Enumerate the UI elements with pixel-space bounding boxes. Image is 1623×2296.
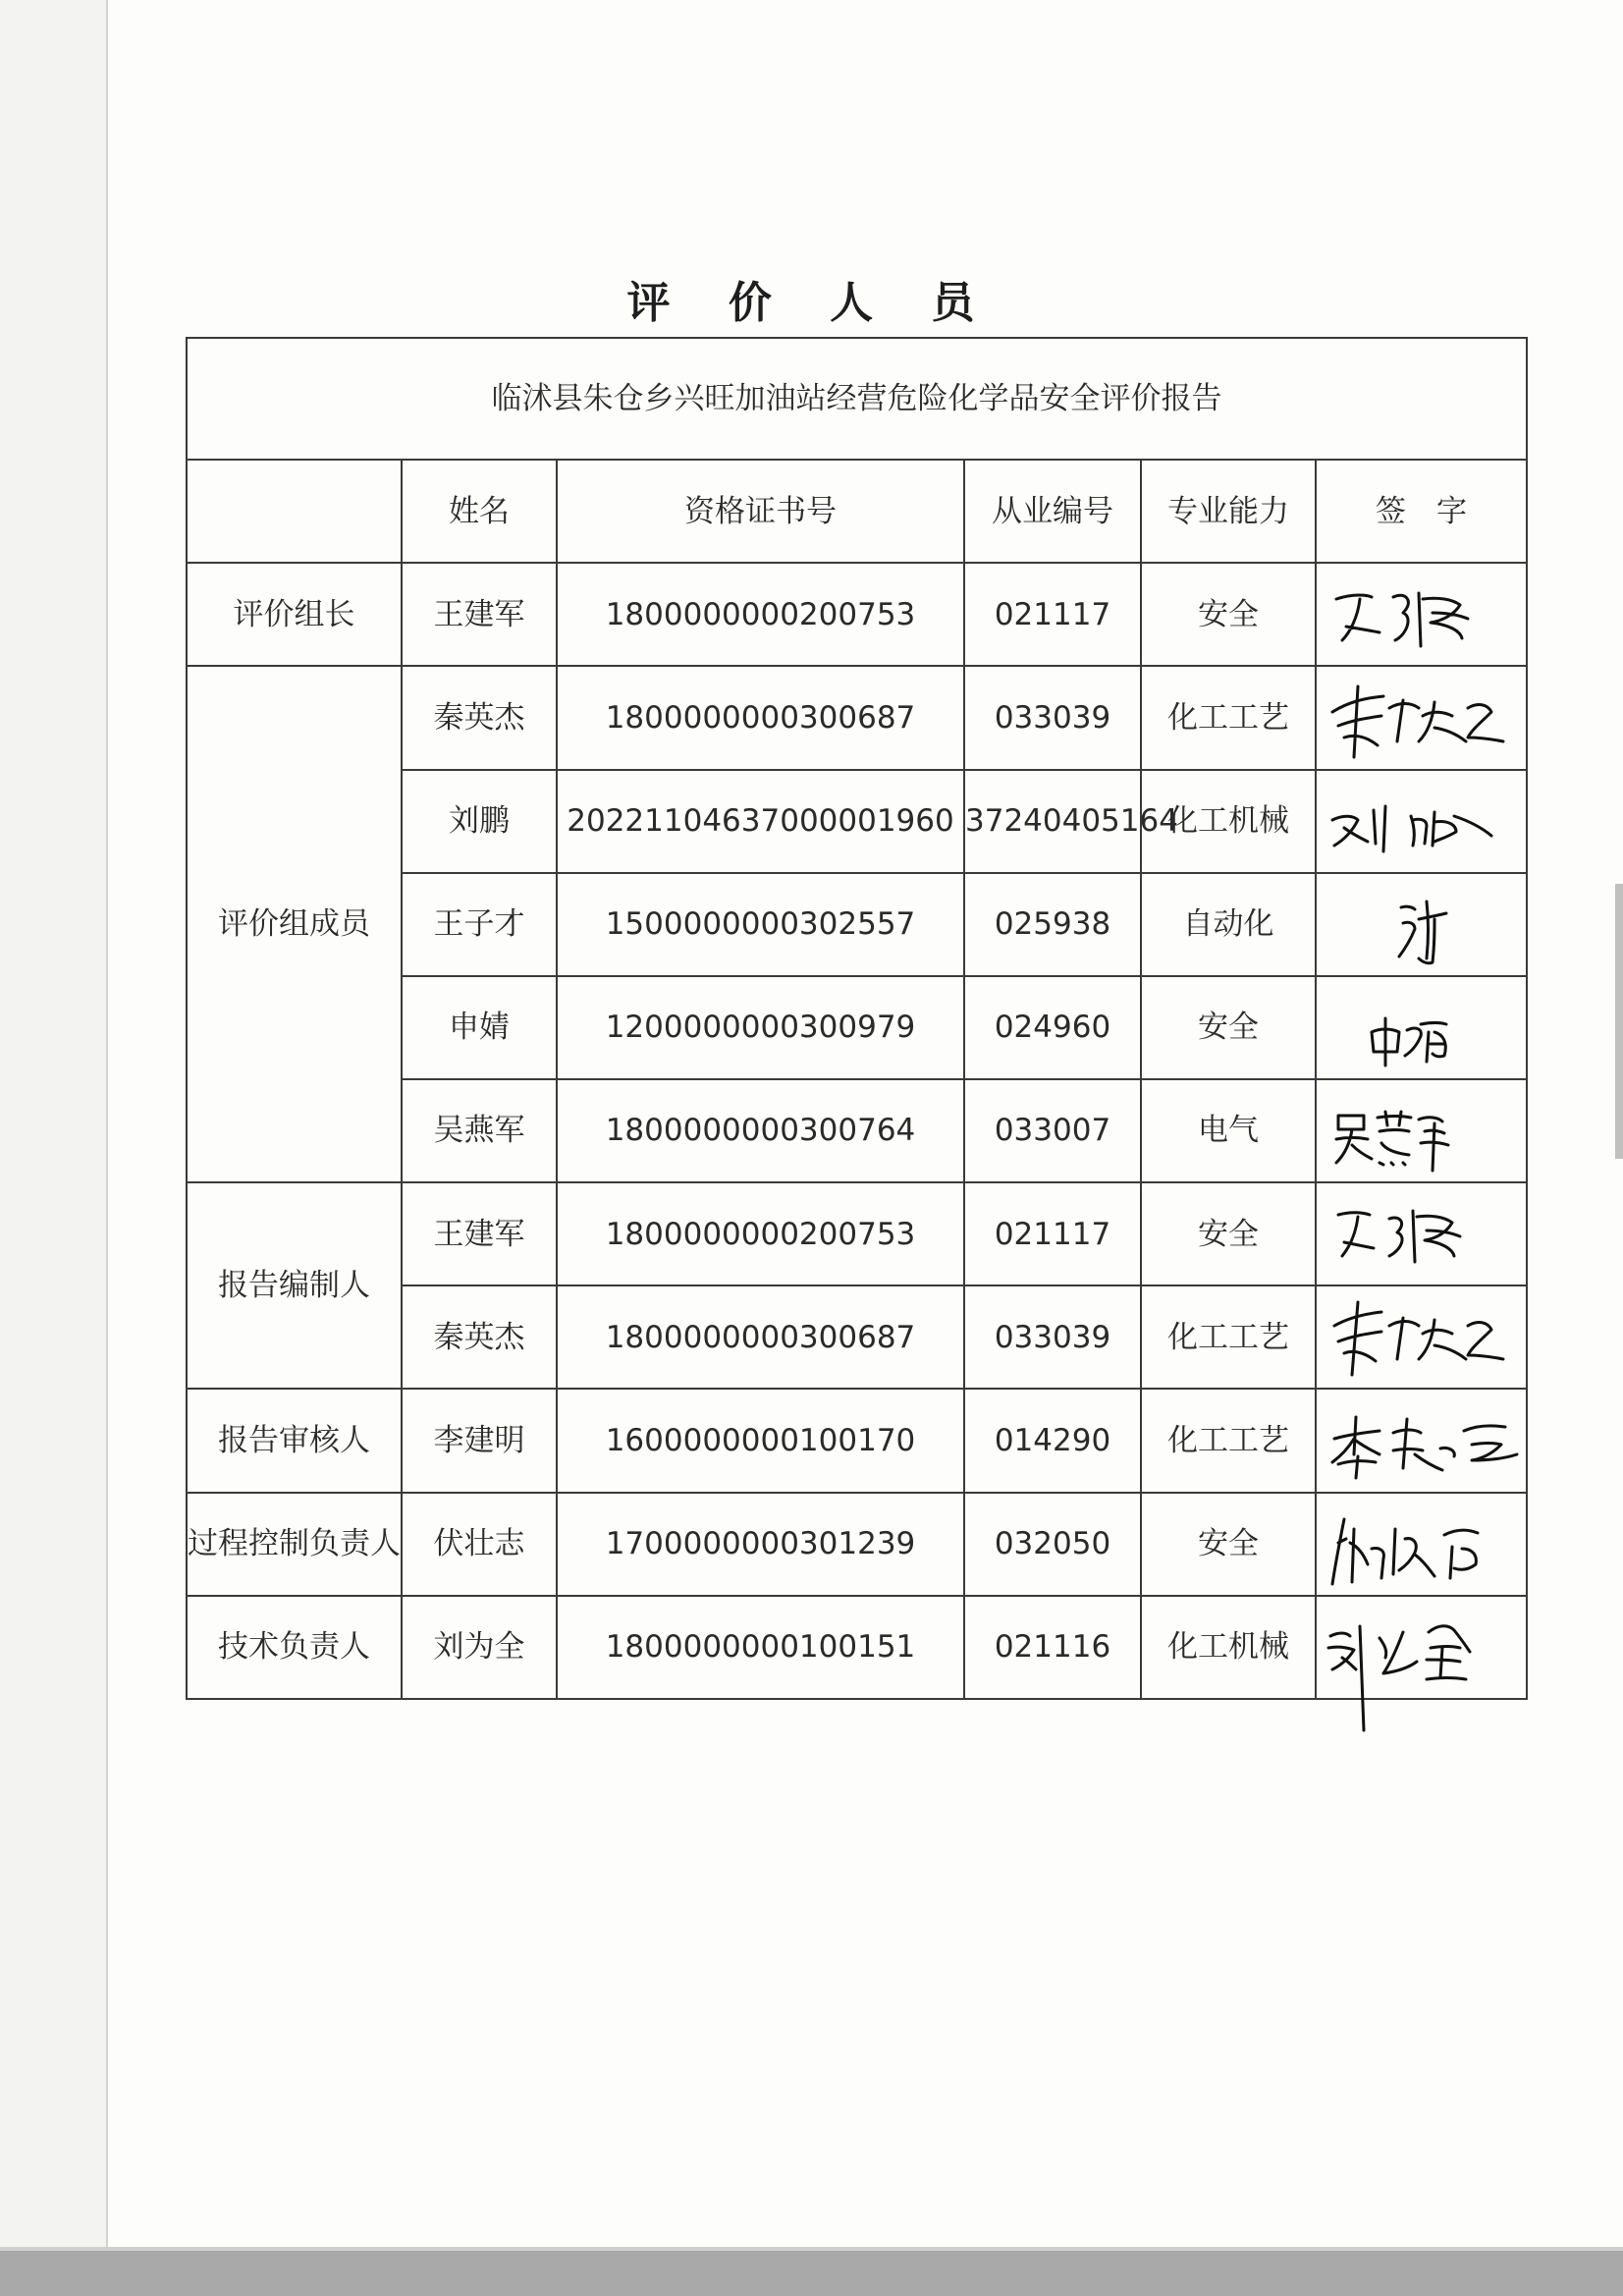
- table-row: [187, 1389, 1527, 1492]
- skill-cell: 安全: [1141, 976, 1316, 1079]
- name-cell: 秦英杰: [402, 666, 557, 769]
- header-skill: 专业能力: [1141, 460, 1316, 563]
- signature: [1316, 873, 1527, 976]
- signature: [1316, 1596, 1527, 1699]
- scan-fold-line: [106, 0, 108, 2296]
- signature: [1316, 1285, 1527, 1389]
- cert-cell: 1800000000200753: [557, 1182, 964, 1285]
- practice-no-cell: 033007: [964, 1079, 1141, 1182]
- practice-no-cell: 024960: [964, 976, 1141, 1079]
- cert-cell: 1500000000302557: [557, 873, 964, 976]
- table-row: [187, 1182, 1527, 1285]
- cert-cell: 20221104637000001960: [557, 770, 964, 873]
- practice-no-cell: 021117: [964, 1182, 1141, 1285]
- evaluators-table: [186, 337, 1528, 1700]
- header-role: [187, 460, 402, 563]
- report-title: 临沭县朱仓乡兴旺加油站经营危险化学品安全评价报告: [187, 338, 1527, 460]
- scan-bottom-band: [0, 2251, 1623, 2296]
- practice-no-cell: 033039: [964, 666, 1141, 769]
- name-cell: 刘为全: [402, 1596, 557, 1699]
- role-cell: 过程控制负责人: [187, 1493, 402, 1596]
- name-cell: 王建军: [402, 1182, 557, 1285]
- scan-margin: [0, 0, 108, 2296]
- name-cell: 王建军: [402, 563, 557, 666]
- cert-cell: 1600000000100170: [557, 1389, 964, 1492]
- table-row: [187, 1493, 1527, 1596]
- skill-cell: 安全: [1141, 1493, 1316, 1596]
- skill-cell: 化工工艺: [1141, 1285, 1316, 1389]
- table-row: [187, 1596, 1527, 1699]
- signature: [1316, 1493, 1527, 1596]
- signature: [1316, 1079, 1527, 1182]
- header-name: 姓名: [402, 460, 557, 563]
- practice-no-cell: 37240405164: [964, 770, 1141, 873]
- cert-cell: 1700000000301239: [557, 1493, 964, 1596]
- header-signature: 签 字: [1316, 460, 1527, 563]
- role-cell: 报告编制人: [187, 1182, 402, 1389]
- name-cell: 王子才: [402, 873, 557, 976]
- skill-cell: 安全: [1141, 1182, 1316, 1285]
- practice-no-cell: 021117: [964, 563, 1141, 666]
- skill-cell: 电气: [1141, 1079, 1316, 1182]
- name-cell: 刘鹏: [402, 770, 557, 873]
- name-cell: 李建明: [402, 1389, 557, 1492]
- skill-cell: 化工工艺: [1141, 666, 1316, 769]
- role-cell: 评价组成员: [187, 666, 402, 1182]
- scan-edge-shadow: [1615, 884, 1623, 1159]
- signature: [1316, 976, 1527, 1079]
- practice-no-cell: 014290: [964, 1389, 1141, 1492]
- signature: [1316, 770, 1527, 873]
- skill-cell: 化工机械: [1141, 1596, 1316, 1699]
- name-cell: 伏壮志: [402, 1493, 557, 1596]
- table-row: [187, 563, 1527, 666]
- role-cell: 报告审核人: [187, 1389, 402, 1492]
- skill-cell: 化工机械: [1141, 770, 1316, 873]
- practice-no-cell: 033039: [964, 1285, 1141, 1389]
- cert-cell: 1800000000300687: [557, 1285, 964, 1389]
- report-title-row: [187, 338, 1527, 460]
- cert-cell: 1800000000100151: [557, 1596, 964, 1699]
- cert-cell: 1800000000300764: [557, 1079, 964, 1182]
- signature: [1316, 563, 1527, 666]
- practice-no-cell: 032050: [964, 1493, 1141, 1596]
- cert-cell: 1800000000300687: [557, 666, 964, 769]
- header-practice-no: 从业编号: [964, 460, 1141, 563]
- name-cell: 秦英杰: [402, 1285, 557, 1389]
- skill-cell: 安全: [1141, 563, 1316, 666]
- table-row: [187, 666, 1527, 769]
- signature: [1316, 1182, 1527, 1285]
- skill-cell: 自动化: [1141, 873, 1316, 976]
- page-title: 评 价 人 员: [626, 278, 997, 328]
- header-row: [187, 460, 1527, 563]
- name-cell: 申婧: [402, 976, 557, 1079]
- role-cell: 技术负责人: [187, 1596, 402, 1699]
- practice-no-cell: 025938: [964, 873, 1141, 976]
- practice-no-cell: 021116: [964, 1596, 1141, 1699]
- header-cert: 资格证书号: [557, 460, 964, 563]
- cert-cell: 1800000000200753: [557, 563, 964, 666]
- skill-cell: 化工工艺: [1141, 1389, 1316, 1492]
- role-cell: 评价组长: [187, 563, 402, 666]
- signature: [1316, 666, 1527, 769]
- name-cell: 吴燕军: [402, 1079, 557, 1182]
- signature: [1316, 1389, 1527, 1492]
- cert-cell: 1200000000300979: [557, 976, 964, 1079]
